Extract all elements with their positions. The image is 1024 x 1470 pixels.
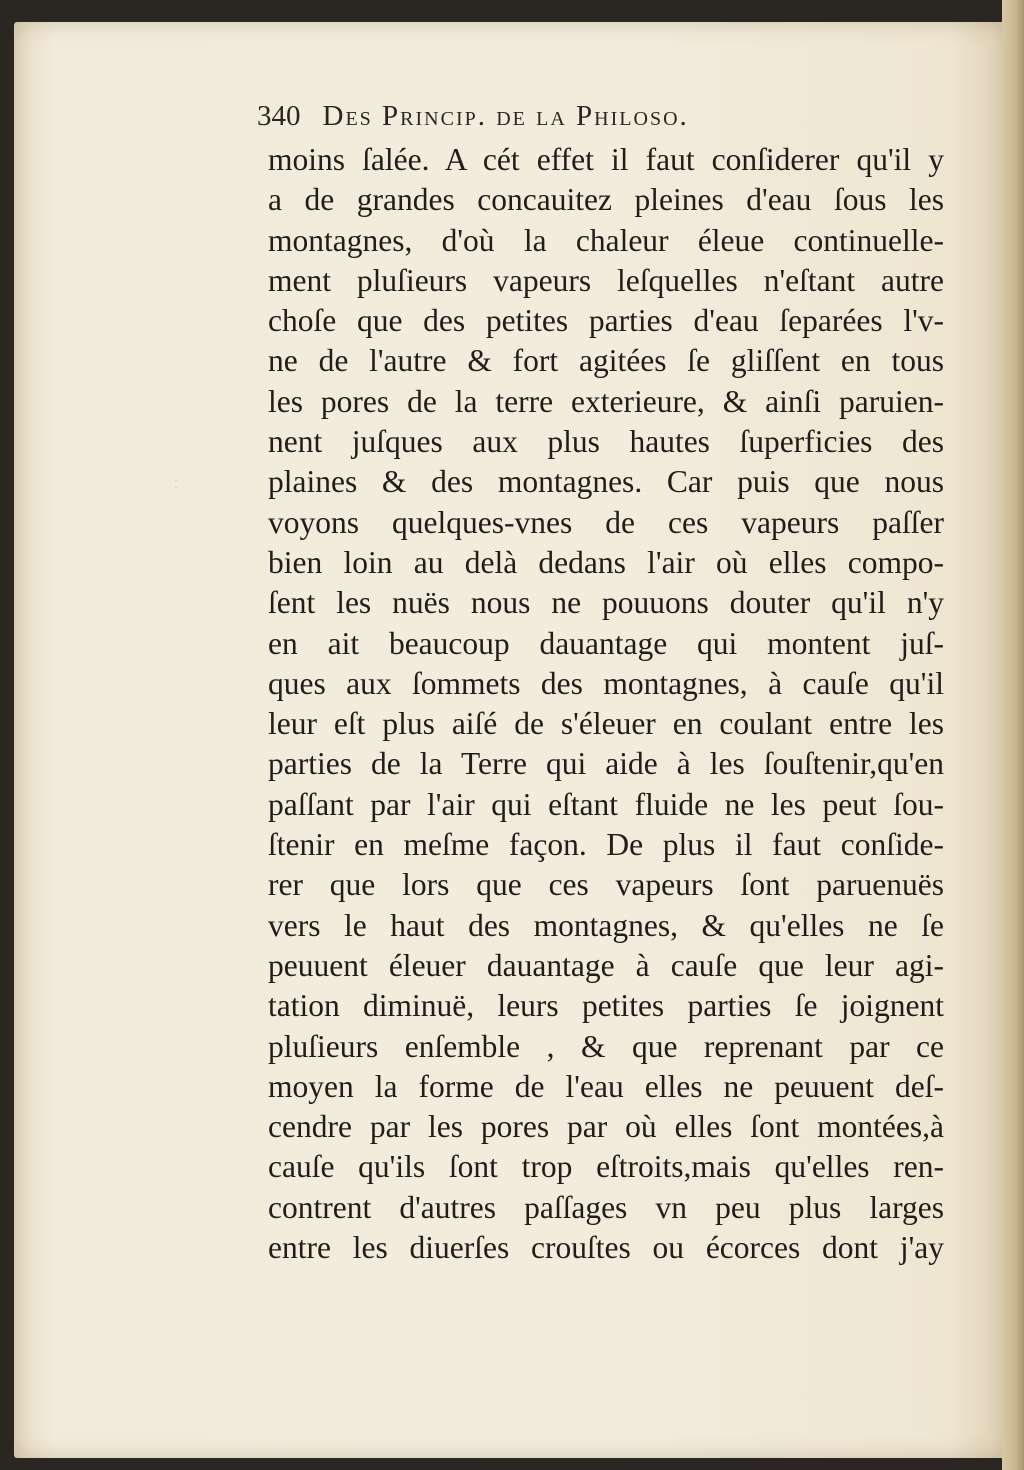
text-line: vers le haut des montagnes, & qu'elles ne ſe	[268, 907, 944, 943]
page-number: 340	[257, 100, 301, 132]
text-line: plaines & des montagnes. Car puis que nous	[268, 464, 944, 500]
text-line: cauſe qu'ils ſont trop eſtroits,mais qu'elles ren-	[268, 1149, 944, 1185]
text-line: paſſant par l'air qui eſtant fluide ne les peut ſou-	[268, 786, 944, 822]
text-line: les pores de la terre exterieure, & ainſi paruien-	[268, 383, 944, 419]
text-line: parties de la Terre qui aide à les ſouſtenir,qu'en	[268, 746, 944, 782]
text-line: entre les diuerſes crouſtes ou écorces dont j'ay	[268, 1230, 944, 1266]
text-line: ment pluſieurs vapeurs leſquelles n'eſtant autre	[268, 262, 944, 298]
text-line: pluſieurs enſemble , & que reprenant par ce	[268, 1028, 944, 1064]
text-line: contrent d'autres paſſages vn peu plus larges	[268, 1189, 944, 1225]
text-line: montagnes, d'où la chaleur éleue continuelle-	[268, 222, 944, 258]
text-line: ne de l'autre & fort agitées ſe gliſſent en tous	[268, 343, 944, 379]
text-line: peuuent éleuer dauantage à cauſe que leur agi-	[268, 947, 944, 983]
text-line: rer que lors que ces vapeurs ſont paruenuës	[268, 867, 944, 903]
text-line: nent juſques aux plus hautes ſuperficies des	[268, 424, 944, 460]
body-text	[268, 140, 944, 1268]
text-line: moins ſalée. A cét effet il faut conſiderer qu'il y	[268, 142, 944, 177]
text-line: moyen la forme de l'eau elles ne peuuent deſ-	[268, 1068, 944, 1104]
text-line: bien loin au delà dedans l'air où elles compo-	[268, 544, 944, 580]
text-line: voyons quelques-vnes de ces vapeurs paſſer	[268, 504, 944, 540]
page-edge	[1002, 0, 1024, 1470]
text-line: ſtenir en meſme façon. De plus il faut conſide-	[268, 827, 944, 863]
text-line: cendre par les pores par où elles ſont montées,à	[268, 1109, 944, 1145]
running-title: Des Princip. de la Philoso.	[322, 100, 689, 132]
text-line: ſent les nuës nous ne pouuons douter qu'il n'y	[268, 585, 944, 621]
text-line: ques aux ſommets des montagnes, à cauſe qu'il	[268, 665, 944, 701]
text-line: leur eſt plus aiſé de s'éleuer en coulant entre les	[268, 706, 944, 742]
show-through-marks: ⁚	[174, 477, 179, 491]
text-line: choſe que des petites parties d'eau ſeparées l'v-	[268, 303, 944, 339]
text-line: a de grandes concauitez pleines d'eau ſous les	[268, 182, 944, 218]
running-header	[257, 100, 957, 133]
text-line: en ait beaucoup dauantage qui montent juſ-	[268, 625, 944, 661]
text-line: tation diminuë, leurs petites parties ſe joignent	[268, 988, 944, 1024]
